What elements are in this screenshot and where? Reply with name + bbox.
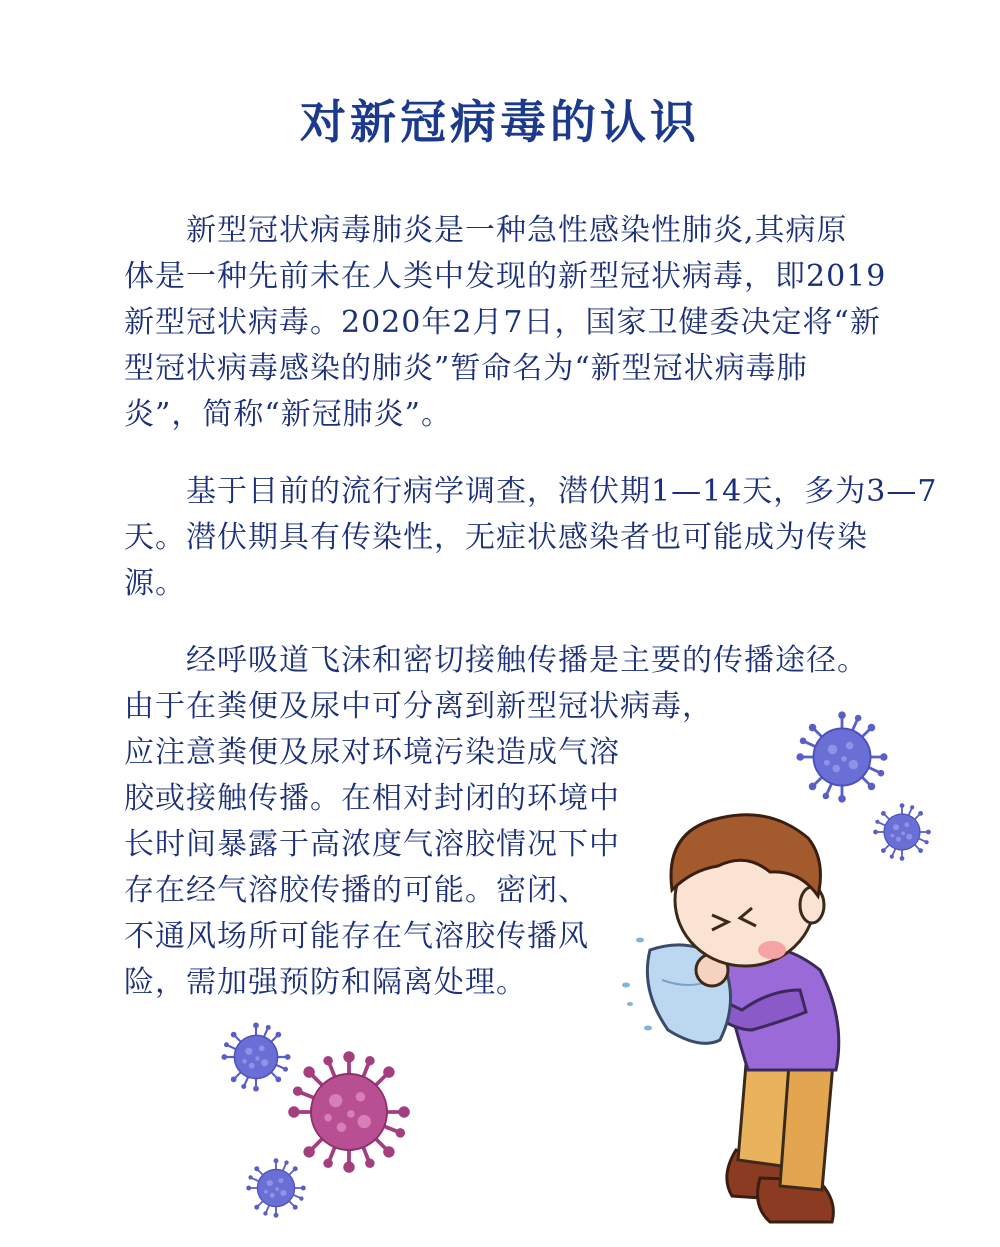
text-line: 新型冠状病毒肺炎是一种急性感染性肺炎,其病原 — [186, 213, 848, 248]
text-line: 基于目前的流行病学调查，潜伏期1—14天，多为3—7 — [186, 474, 938, 509]
blue-virus-icon — [246, 1158, 306, 1218]
text-line: 天。潜伏期具有传染性，无症状感染者也可能成为传染 — [124, 520, 868, 555]
text-line: 新型冠状病毒。2020年2月7日，国家卫健委决定将“新 — [124, 305, 881, 340]
page-title: 对新冠病毒的认识 — [300, 95, 700, 149]
paragraph-intro — [124, 208, 904, 438]
text-line: 源。 — [124, 566, 186, 601]
text-line: 存在经气溶胶传播的可能。密闭、 — [124, 873, 589, 908]
text-line: 体是一种先前未在人类中发现的新型冠状病毒，即2019 — [124, 259, 887, 294]
text-line: 不通风场所可能存在气溶胶传播风 — [124, 919, 589, 954]
text-line: 胶或接触传播。在相对封闭的环境中 — [124, 781, 620, 816]
paragraph-transmission — [124, 638, 904, 1006]
magenta-virus-icon — [288, 1051, 410, 1173]
text-line: 由于在粪便及尿中可分离到新型冠状病毒， — [124, 689, 713, 724]
text-line: 炎”，简称“新冠肺炎”。 — [124, 397, 453, 432]
blue-virus-icon — [221, 1022, 290, 1091]
text-line: 应注意粪便及尿对环境污染造成气溶 — [124, 735, 620, 770]
text-line: 险，需加强预防和隔离处理。 — [124, 965, 527, 1000]
text-line: 型冠状病毒感染的肺炎”暂命名为“新型冠状病毒肺 — [124, 351, 808, 386]
paragraph-incubation — [124, 469, 938, 607]
text-line: 经呼吸道飞沫和密切接触传播是主要的传播途径。 — [186, 643, 868, 678]
text-line: 长时间暴露于高浓度气溶胶情况下中 — [124, 827, 620, 862]
